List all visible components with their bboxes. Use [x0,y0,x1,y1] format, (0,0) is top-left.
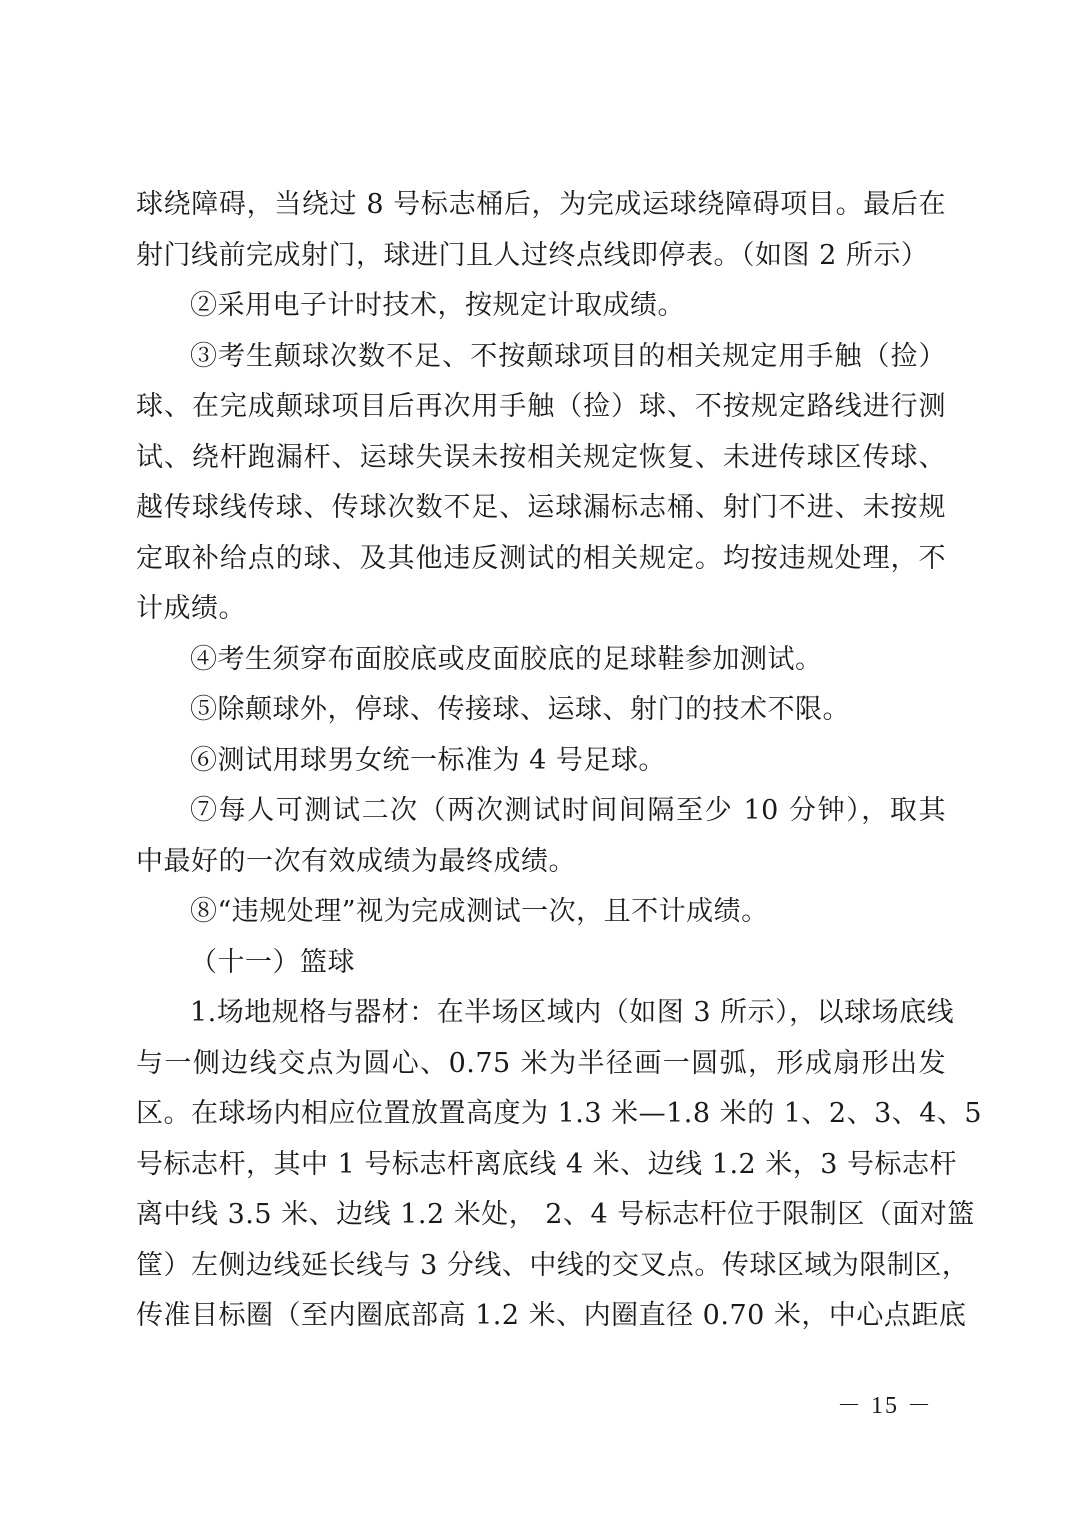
text-line: 球、在完成颠球项目后再次用手触（捡）球、不按规定路线进行测 [136,391,946,422]
text-line: 传准目标圈（至内圈底部高 1.2 米、内圈直径 0.70 米，中心点距底 [136,1300,967,1331]
page-number: － 15 － [837,1393,933,1419]
text-line: 球绕障碍，当绕过 8 号标志桶后，为完成运球绕障碍项目。最后在 [136,189,946,220]
text-line: ⑦每人可测试二次（两次测试时间间隔至少 10 分钟），取其 [190,795,946,826]
text-line: ⑤除颠球外，停球、传接球、运球、射门的技术不限。 [190,694,850,725]
text-line: 离中线 3.5 米、边线 1.2 米处， 2、4 号标志杆位于限制区（面对篮 [136,1199,975,1230]
text-line: 号标志杆，其中 1 号标志杆离底线 4 米、边线 1.2 米，3 号标志杆 [136,1148,958,1180]
text-line: 计成绩。 [136,593,246,624]
text-line: 试、绕杆跑漏杆、运球失误未按相关规定恢复、未进传球区传球、 [136,441,946,473]
section-heading: （十一）篮球 [190,946,355,978]
text-line: ②采用电子计时技术，按规定计取成绩。 [190,290,685,321]
text-line: ⑧“违规处理”视为完成测试一次，且不计成绩。 [190,896,769,927]
body-text [136,180,983,1342]
text-line: 射门线前完成射门，球进门且人过终点线即停表。（如图 2 所示） [136,239,929,271]
text-line: 定取补给点的球、及其他违反测试的相关规定。均按违规处理，不 [136,542,946,574]
text-line: ③考生颠球次数不足、不按颠球项目的相关规定用手触（捡） [190,340,946,372]
text-line: 区。在球场内相应位置放置高度为 1.3 米—1.8 米的 1、2、3、4、5 [136,1098,983,1129]
text-line: 与一侧边线交点为圆心、0.75 米为半径画一圆弧，形成扇形出发 [136,1047,946,1079]
text-line: 中最好的一次有效成绩为最终成绩。 [136,845,576,877]
text-line: 筐）左侧边线延长线与 3 分线、中线的交叉点。传球区域为限制区， [136,1249,970,1281]
text-line: ⑥测试用球男女统一标准为 4 号足球。 [190,744,666,776]
text-line: 越传球线传球、传球次数不足、运球漏标志桶、射门不进、未按规 [136,492,946,523]
text-line: ④考生须穿布面胶底或皮面胶底的足球鞋参加测试。 [190,643,823,675]
text-line: 1.场地规格与器材：在半场区域内（如图 3 所示），以球场底线 [190,997,955,1028]
